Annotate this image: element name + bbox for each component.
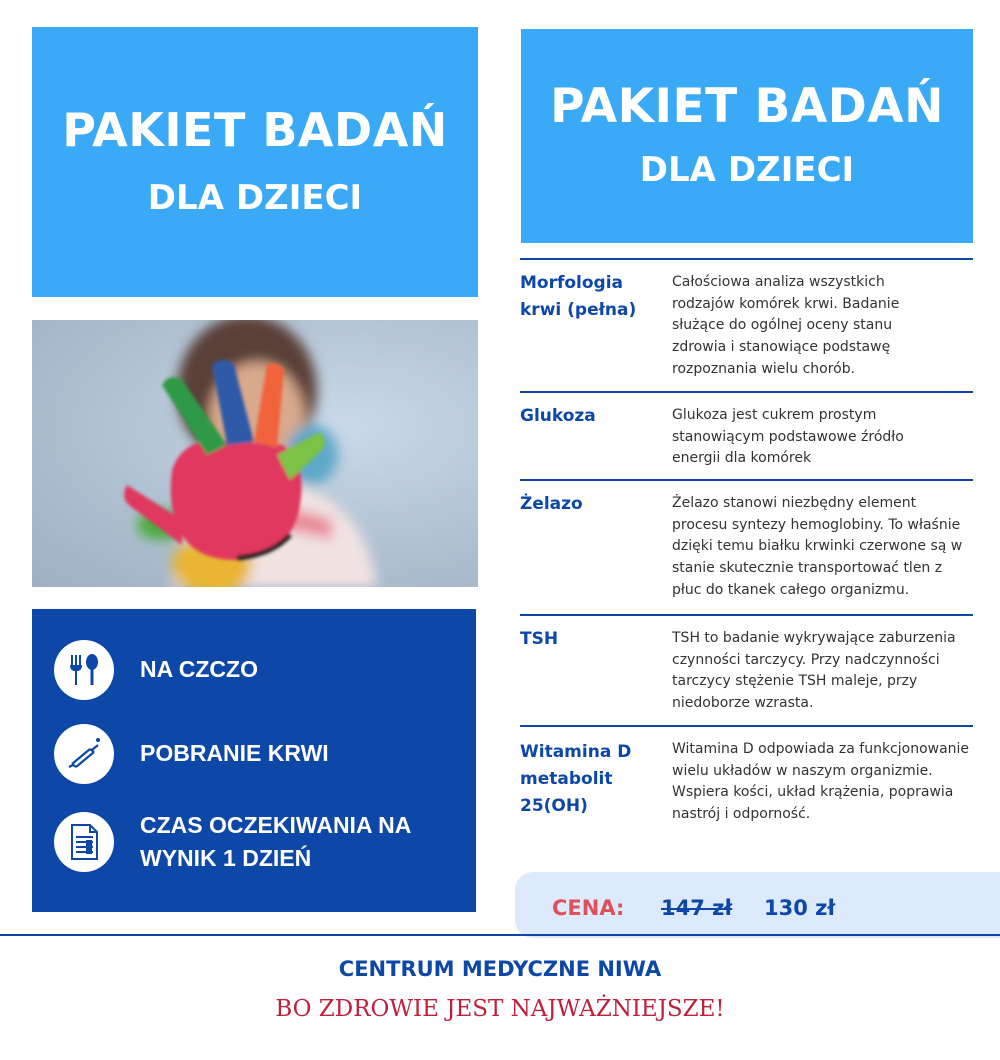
info-row-fasting: [54, 640, 258, 700]
test-description: Żelazo stanowi niezbędny element procesu syntezy hemoglobiny. To właśnie dzięki temu białku krwinki czerwone są w stanie skutecznie transportować tlen z płuc do tkanek całego organizmu.: [672, 495, 963, 598]
test-description: Całościowa analiza wszystkich rodzajów komórek krwi. Badanie służące do ogólnej oceny stanu zdrowia i stanowiące podstawę rozpoznania wielu chorób.: [672, 274, 900, 377]
footer-divider: [0, 934, 1000, 936]
test-row: [520, 614, 973, 725]
test-row: [520, 258, 973, 391]
test-row: [520, 479, 973, 614]
info-label-blood-draw: POBRANIE KRWI: [140, 740, 329, 767]
test-row: [520, 391, 973, 479]
right-title-sub: DLA DZIECI: [639, 150, 855, 191]
test-name: Morfologia krwi (pełna): [520, 273, 637, 321]
child-hand-illustration: [32, 320, 478, 587]
new-price: 130 zł: [764, 896, 836, 920]
info-label-fasting: NA CZCZO: [140, 656, 258, 683]
test-description: TSH to badanie wykrywające zaburzenia czynności tarczycy. Przy nadczynności tarczycy stężenie TSH maleje, przy niedoborze wzrasta.: [672, 630, 956, 712]
info-row-waiting-time: [54, 809, 460, 876]
test-description: Witamina D odpowiada za funkcjonowanie wielu układów w naszym organizmie. Wspiera kości, układ krążenia, poprawia nastrój i odporność.: [672, 741, 970, 823]
info-label-waiting-time: CZAS OCZEKIWANIA NA WYNIK 1 DZIEŃ: [140, 812, 411, 872]
test-description: Glukoza jest cukrem prostym stanowiącym podstawowe źródło energii dla komórek: [672, 407, 904, 467]
test-name: Glukoza: [520, 406, 596, 426]
test-name: Witamina D metabolit 25(OH): [520, 742, 632, 817]
cutlery-icon: [54, 640, 114, 700]
info-panel: [32, 609, 476, 912]
right-title-banner: [521, 29, 973, 243]
clinic-name: CENTRUM MEDYCZNE NIWA: [338, 957, 662, 981]
clinic-slogan: BO ZDROWIE JEST NAJWAŻNIEJSZE!: [275, 996, 725, 1022]
child-hand-photo: [32, 320, 478, 587]
left-title-sub: DLA DZIECI: [147, 177, 363, 218]
test-row: [520, 725, 973, 827]
left-title-main: PAKIET BADAŃ: [62, 103, 448, 158]
test-name: Żelazo: [520, 494, 583, 514]
syringe-icon: [54, 724, 114, 784]
left-title-banner: [32, 27, 478, 297]
right-title-main: PAKIET BADAŃ: [550, 78, 944, 134]
info-row-blood-draw: [54, 724, 329, 784]
old-price: 147 zł: [661, 896, 733, 920]
test-name: TSH: [520, 629, 559, 649]
price-label: CENA:: [552, 896, 625, 920]
document-icon: [54, 812, 114, 872]
tests-table: [520, 258, 973, 827]
